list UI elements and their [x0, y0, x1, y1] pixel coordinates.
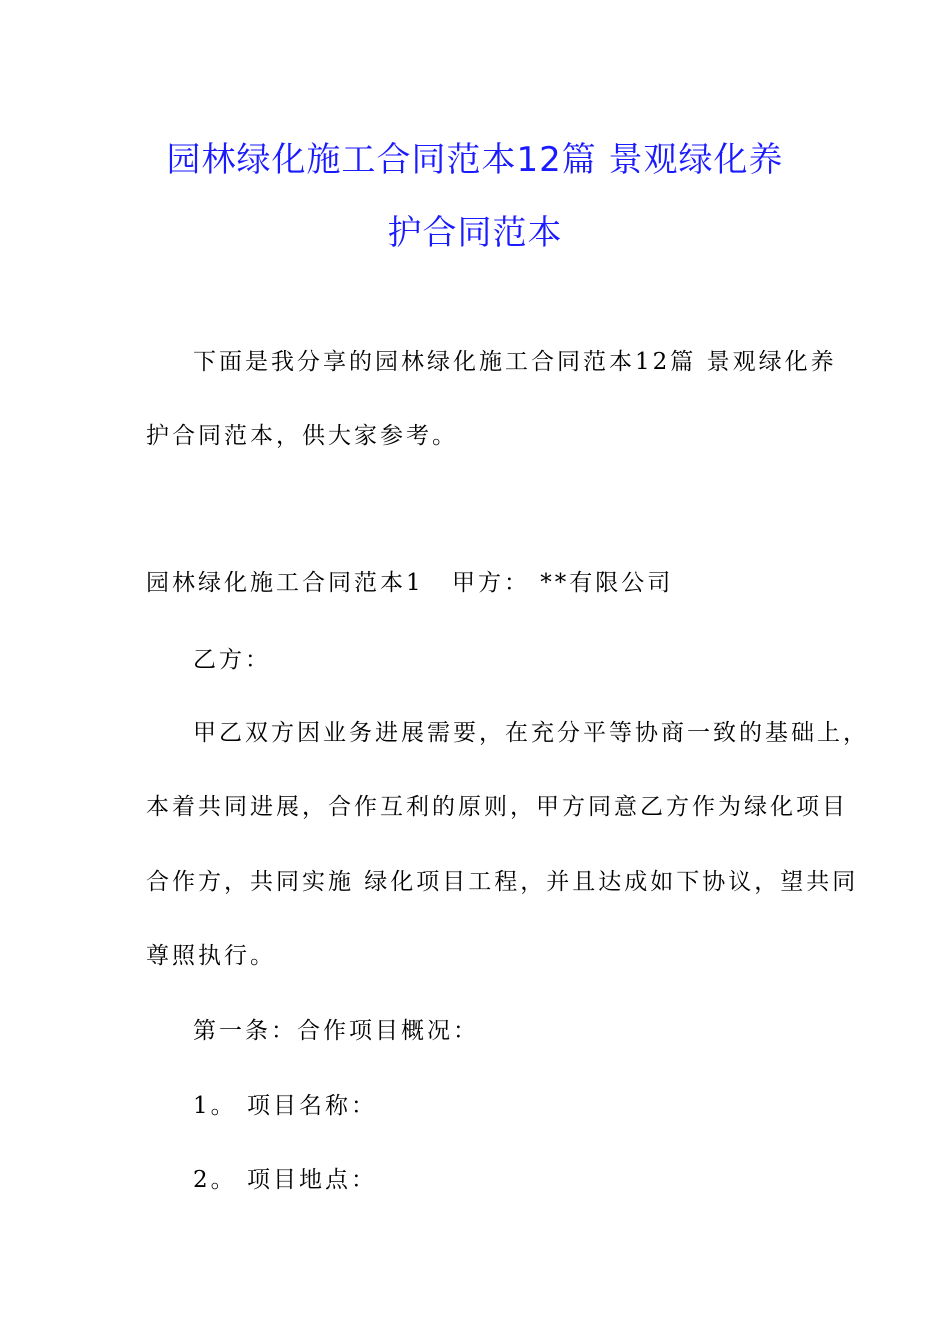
document-title-line-2: 护合同范本 [387, 213, 563, 253]
party-a-line: 甲方： **有限公司 [452, 570, 674, 596]
article-1-heading: 第一条：合作项目概况： [193, 1018, 479, 1044]
paragraph-line-4: 尊照执行。 [146, 943, 276, 969]
item-1-project-name: 1。 项目名称： [193, 1093, 377, 1119]
paragraph-line-1: 甲乙双方因业务进展需要，在充分平等协商一致的基础上， [193, 720, 869, 746]
document-title-line-1: 园林绿化施工合同范本12篇 景观绿化养 [166, 140, 784, 180]
item-2-project-location: 2。 项目地点： [193, 1167, 377, 1193]
intro-line-2: 护合同范本，供大家参考。 [146, 423, 458, 449]
intro-line-1: 下面是我分享的园林绿化施工合同范本12篇 景观绿化养 [193, 349, 837, 375]
party-b-line: 乙方： [193, 647, 271, 673]
paragraph-line-3: 合作方，共同实施 绿化项目工程，并且达成如下协议，望共同 [146, 869, 859, 895]
contract-heading: 园林绿化施工合同范本1 [146, 570, 424, 596]
paragraph-line-2: 本着共同进展，合作互利的原则，甲方同意乙方作为绿化项目 [146, 794, 848, 820]
